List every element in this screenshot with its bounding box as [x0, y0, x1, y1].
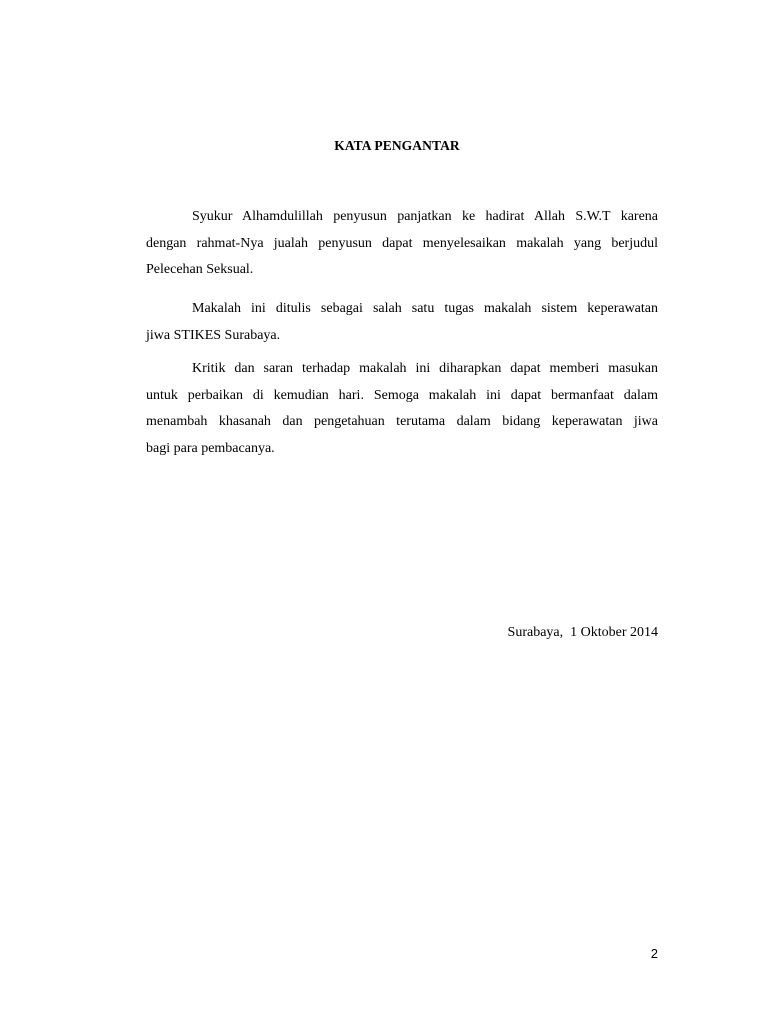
paragraph-2-line-2: jiwa STIKES Surabaya.	[146, 327, 281, 343]
page-number: 2	[650, 946, 658, 961]
paragraph-1	[146, 204, 658, 284]
paragraph-3-line-3: menambah khasanah dan pengetahuan terutama dalam bidang keperawatan jiwa	[146, 414, 658, 429]
paragraph-1-line-2: dengan rahmat-Nya jualah penyusun dapat menyelesaikan makalah yang berjudul	[146, 235, 658, 251]
page-title: KATA PENGANTAR	[334, 138, 460, 153]
paragraph-2	[146, 296, 658, 349]
paragraph-2-line-1: Makalah ini ditulis sebagai salah satu tugas makalah sistem keperawatan	[192, 301, 658, 316]
paragraph-3	[146, 356, 658, 462]
paragraph-3-line-1: Kritik dan saran terhadap makalah ini diharapkan dapat memberi masukan	[192, 361, 658, 376]
paragraph-1-line-1: Syukur Alhamdulillah penyusun panjatkan ke hadirat Allah S.W.T karena	[192, 209, 658, 224]
paragraph-3-line-4: bagi para pembacanya.	[146, 440, 275, 456]
paragraph-1-line-3: Pelecehan Seksual.	[146, 262, 254, 277]
paragraph-3-line-2: untuk perbaikan di kemudian hari. Semoga makalah ini dapat bermanfaat dalam	[146, 387, 658, 403]
place-date-signoff: Surabaya, 1 Oktober 2014	[507, 625, 658, 640]
